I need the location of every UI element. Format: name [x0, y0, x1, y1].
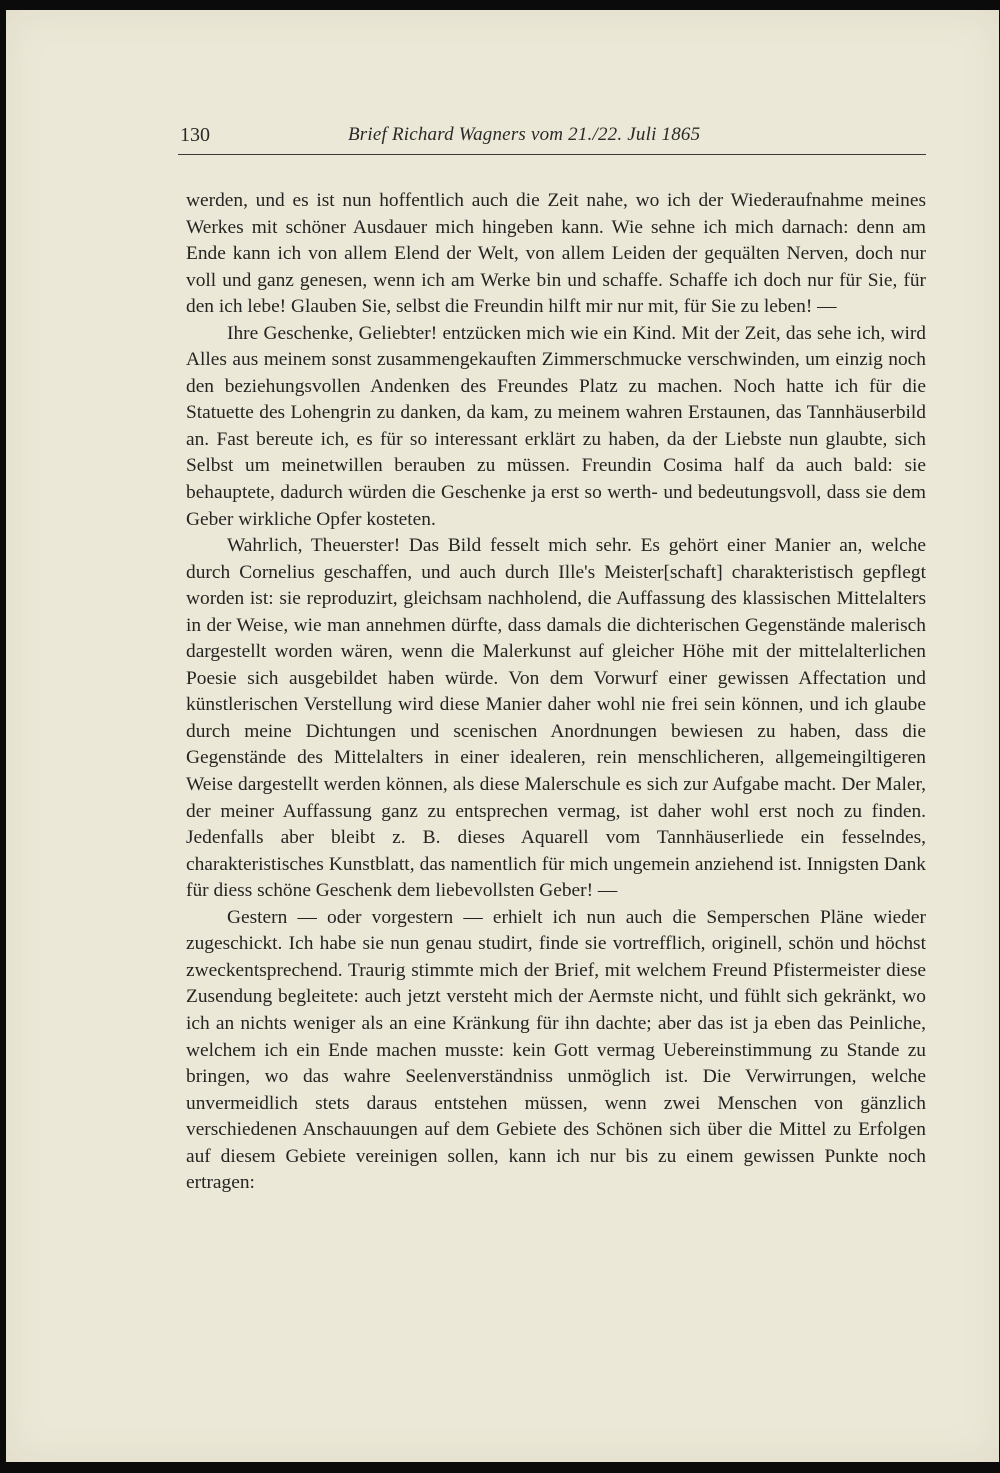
running-title: Brief Richard Wagners vom 21./22. Juli 1865 [348, 124, 701, 145]
paragraph-3: Wahrlich, Theuerster! Das Bild fesselt mich sehr. Es gehört einer Manier an, welche durch Cornelius geschaffen, und auch durch Ille's Meister[schaft] charakteristisch gepflegt worden ist: sie reproduzirt, gleichsam nachholend, die Auffassung des klassischen Mittelalters in der Weise, wie man annehmen dürfte, dass damals die dichterischen Gegenstände malerisch dargestellt worden wären, wenn die Malerkunst auf gleicher Höhe mit der mittelalterlichen Poesie sich ausgebildet haben würde. Von dem Vorwurf einer gewissen Affectation und künstlerischen Verstellung wird diese Manier daher wohl nie frei sein können, und ich glaube durch meine Dichtungen und scenischen Anordnungen bewiesen zu haben, dass die Gegenstände des Mittelalters in einer idealeren, rein menschlicheren, allgemeingiltigeren Weise dargestellt werden können, als diese Malerschule es sich zur Aufgabe macht. Der Maler, der meiner Auffassung ganz zu entsprechen vermag, ist daher wohl erst noch zu finden. Jedenfalls aber bleibt z. B. dieses Aquarell vom Tannhäuserliede ein fesselndes, charakteristisches Kunstblatt, das namentlich für mich ungemein anziehend ist. Innigsten Dank für diess schöne Geschenk dem liebevollsten Geber! — [186, 535, 926, 902]
page-number: 130 [180, 124, 210, 146]
paragraph-2: Ihre Geschenke, Geliebter! entzücken mich wie ein Kind. Mit der Zeit, das sehe ich, wird Alles aus meinem sonst zusammengekauften Zimmerschmucke verschwinden, um einzig noch den beziehungsvollen Andenken des Freundes Platz zu machen. Noch hatte ich für die Statuette des Lohengrin zu danken, da kam, zu meinem wahren Erstaunen, das Tannhäuserbild an. Fast bereute ich, es für so interessant erklärt zu haben, da der Liebste nun glaubte, sich Selbst um meinetwillen berauben zu müssen. Freundin Cosima half da auch bald: sie behauptete, dadurch würden die Geschenke ja erst so werth- und bedeutungsvoll, dass sie dem Geber wirkliche Opfer kosteten. [186, 322, 926, 530]
body-text [186, 188, 926, 1197]
book-page [6, 10, 999, 1462]
page-header [178, 118, 926, 155]
paragraph-4: Gestern — oder vorgestern — erhielt ich nun auch die Semperschen Pläne wieder zugeschickt. Ich habe sie nun genau studirt, finde sie vortrefflich, originell, schön und höchst zweckentsprechend. Traurig stimmte mich der Brief, mit welchem Freund Pfistermeister diese Zusendung begleitete: auch jetzt versteht mich der Aermste nicht, und fühlt sich gekränkt, wo ich an nichts weniger als an eine Kränkung für ihn dachte; aber das ist ja eben das Peinliche, welchem ich ein Ende machen musste: kein Gott vermag Uebereinstimmung zu Stande zu bringen, wo das wahre Seelenverständniss unmöglich ist. Die Verwirrungen, welche unvermeidlich stets daraus entstehen müssen, wenn zwei Menschen von gänzlich verschiedenen Anschauungen auf dem Gebiete des Schönen sich über die Mittel zu Erfolgen auf diesem Gebiete vereinigen sollen, kann ich nur bis zu einem gewissen Punkte noch ertragen: [186, 906, 926, 1194]
paragraph-1: werden, und es ist nun hoffentlich auch die Zeit nahe, wo ich der Wiederaufnahme meines Werkes mit schöner Ausdauer mich hingeben kann. Wie sehne ich mich darnach: denn am Ende kann ich von allem Elend der Welt, von allem Leiden der gequälten Nerven, doch nur voll und ganz genesen, wenn ich am Werke bin und schaffe. Schaffe ich doch nur für Sie, für den ich lebe! Glauben Sie, selbst die Freundin hilft mir nur mit, für Sie zu leben! — [186, 190, 926, 318]
